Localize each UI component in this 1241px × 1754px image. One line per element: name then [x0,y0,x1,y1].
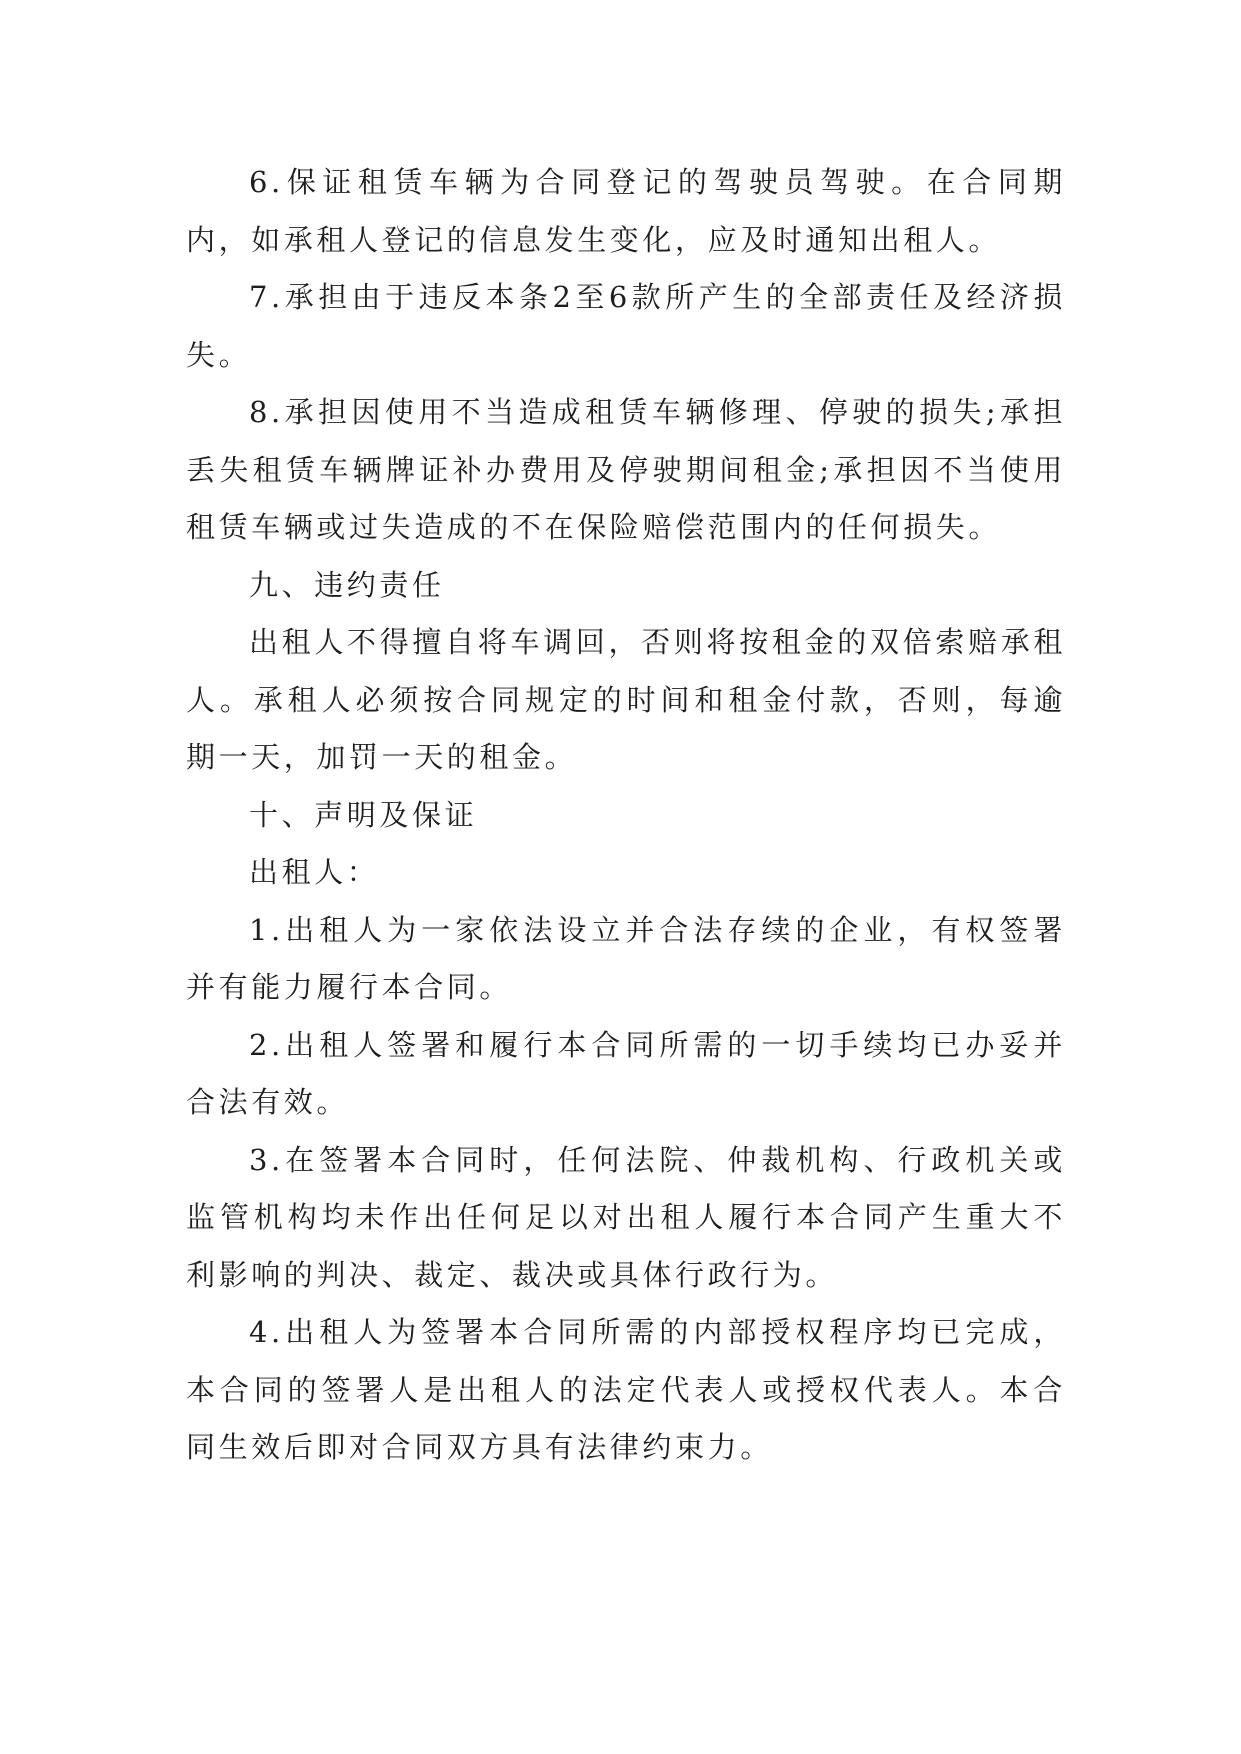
declaration-item-1: 1.出租人为一家依法设立并合法存续的企业，有权签署并有能力履行本合同。 [186,912,1066,1004]
paragraph-breach-liability: 出租人不得擅自将车调回，否则将按租金的双倍索赔承租人。承租人必须按合同规定的时间和租金付款，否则，每逾期一天，加罚一天的租金。 [186,625,1066,774]
declaration-item-3: 3.在签署本合同时，任何法院、仲裁机构、行政机关或监管机构均未作出任何足以对出租人履行本合同产生重大不利影响的判决、裁定、裁决或具体行政行为。 [186,1142,1066,1292]
section-heading-breach-liability: 九、违约责任 [249,567,445,602]
section-heading-declarations: 十、声明及保证 [249,797,478,832]
declaration-item-2: 2.出租人签署和履行本合同所需的一切手续均已办妥并合法有效。 [186,1027,1066,1119]
document-body [186,154,1066,1477]
declaration-item-4: 4.出租人为签署本合同所需的内部授权程序均已完成，本合同的签署人是出租人的法定代表人或授权代表人。本合同生效后即对合同双方具有法律约束力。 [186,1315,1066,1464]
lessor-label: 出租人： [249,855,380,889]
paragraph-item-6: 6.保证租赁车辆为合同登记的驾驶员驾驶。在合同期内，如承租人登记的信息发生变化，应及时通知出租人。 [186,165,1066,257]
paragraph-item-8: 8.承担因使用不当造成租赁车辆修理、停驶的损失;承担丢失租赁车辆牌证补办费用及停驶期间租金;承担因不当使用租赁车辆或过失造成的不在保险赔偿范围内的任何损失。 [186,395,1066,544]
paragraph-item-7: 7.承担由于违反本条2至6款所产生的全部责任及经济损失。 [186,280,1066,372]
